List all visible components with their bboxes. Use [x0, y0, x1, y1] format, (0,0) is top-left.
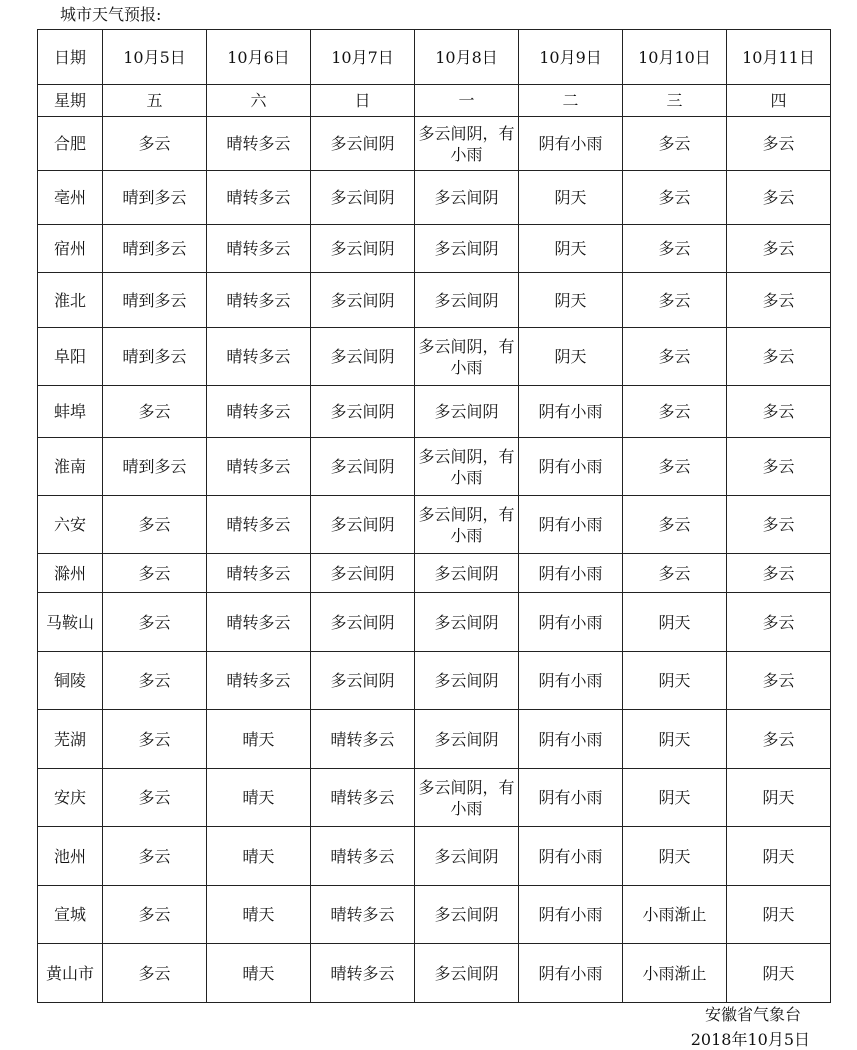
forecast-cell: 阴有小雨 [519, 652, 623, 710]
forecast-cell: 多云 [103, 769, 207, 827]
forecast-cell: 多云间阴 [415, 225, 519, 273]
forecast-cell: 晴天 [207, 886, 311, 944]
forecast-cell: 多云间阴 [311, 554, 415, 593]
table-row [38, 496, 831, 554]
forecast-cell: 小雨渐止 [623, 944, 727, 1003]
forecast-cell: 多云间阴 [311, 225, 415, 273]
city-cell: 蚌埠 [38, 386, 103, 438]
forecast-cell: 晴到多云 [103, 171, 207, 225]
weekday-cell: 六 [207, 85, 311, 117]
forecast-cell: 阴有小雨 [519, 438, 623, 496]
forecast-cell: 多云间阴，有小雨 [415, 769, 519, 827]
forecast-cell: 晴转多云 [311, 827, 415, 886]
date-cell: 10月5日 [103, 30, 207, 85]
forecast-cell: 多云 [103, 593, 207, 652]
forecast-cell: 阴天 [519, 328, 623, 386]
forecast-cell: 晴转多云 [311, 886, 415, 944]
city-cell: 铜陵 [38, 652, 103, 710]
table-row [38, 769, 831, 827]
forecast-cell: 多云间阴 [311, 496, 415, 554]
forecast-table [37, 29, 831, 1003]
weekday-cell: 日 [311, 85, 415, 117]
city-cell: 宿州 [38, 225, 103, 273]
forecast-cell: 多云间阴 [415, 886, 519, 944]
forecast-cell: 多云间阴 [415, 827, 519, 886]
forecast-cell: 晴到多云 [103, 225, 207, 273]
forecast-cell: 晴到多云 [103, 273, 207, 328]
table-row [38, 710, 831, 769]
forecast-cell: 多云间阴 [311, 652, 415, 710]
forecast-cell: 多云 [103, 554, 207, 593]
date-cell: 10月8日 [415, 30, 519, 85]
forecast-cell: 多云 [727, 225, 831, 273]
forecast-cell: 阴天 [519, 225, 623, 273]
forecast-cell: 多云间阴 [415, 273, 519, 328]
city-cell: 合肥 [38, 117, 103, 171]
page-title: 城市天气预报: [60, 5, 162, 24]
date-cell: 10月7日 [311, 30, 415, 85]
forecast-cell: 多云 [623, 171, 727, 225]
forecast-cell: 晴天 [207, 769, 311, 827]
table-row [38, 652, 831, 710]
forecast-cell: 阴天 [623, 827, 727, 886]
forecast-cell: 阴有小雨 [519, 886, 623, 944]
forecast-cell: 晴转多云 [207, 496, 311, 554]
forecast-cell: 阴有小雨 [519, 496, 623, 554]
forecast-cell: 多云 [623, 273, 727, 328]
table-row [38, 944, 831, 1003]
weekday-cell: 三 [623, 85, 727, 117]
table-row [38, 328, 831, 386]
forecast-cell: 多云 [727, 554, 831, 593]
forecast-cell: 多云间阴，有小雨 [415, 117, 519, 171]
table-row [38, 386, 831, 438]
forecast-cell: 多云 [727, 273, 831, 328]
forecast-cell: 多云 [103, 710, 207, 769]
forecast-cell: 多云 [103, 827, 207, 886]
forecast-cell: 多云 [727, 328, 831, 386]
forecast-cell: 晴天 [207, 710, 311, 769]
weekday-cell: 四 [727, 85, 831, 117]
forecast-cell: 晴转多云 [207, 328, 311, 386]
forecast-cell: 多云 [727, 710, 831, 769]
forecast-cell: 阴天 [727, 769, 831, 827]
forecast-cell: 多云 [623, 496, 727, 554]
forecast-cell: 阴有小雨 [519, 554, 623, 593]
date-cell: 10月6日 [207, 30, 311, 85]
forecast-cell: 晴转多云 [311, 769, 415, 827]
city-cell: 马鞍山 [38, 593, 103, 652]
city-cell: 亳州 [38, 171, 103, 225]
forecast-cell: 多云间阴 [311, 171, 415, 225]
forecast-cell: 阴有小雨 [519, 944, 623, 1003]
date-cell: 10月10日 [623, 30, 727, 85]
city-cell: 六安 [38, 496, 103, 554]
issue-date: 2018年10月5日 [690, 1030, 810, 1049]
forecast-cell: 阴天 [727, 944, 831, 1003]
forecast-cell: 晴转多云 [207, 593, 311, 652]
date-cell: 10月9日 [519, 30, 623, 85]
forecast-cell: 多云 [727, 652, 831, 710]
forecast-cell: 多云 [623, 328, 727, 386]
city-cell: 淮北 [38, 273, 103, 328]
table-row [38, 273, 831, 328]
forecast-cell: 多云间阴 [415, 652, 519, 710]
forecast-cell: 多云 [623, 554, 727, 593]
forecast-cell: 多云 [623, 225, 727, 273]
table-row [38, 593, 831, 652]
forecast-cell: 多云 [623, 386, 727, 438]
forecast-cell: 多云间阴 [415, 171, 519, 225]
forecast-cell: 阴天 [519, 171, 623, 225]
forecast-cell: 多云间阴 [415, 386, 519, 438]
forecast-cell: 晴到多云 [103, 438, 207, 496]
forecast-cell: 多云间阴，有小雨 [415, 496, 519, 554]
forecast-cell: 阴有小雨 [519, 593, 623, 652]
forecast-cell: 多云 [727, 496, 831, 554]
header-row-dates [38, 30, 831, 85]
issuer-name: 安徽省气象台 [704, 1005, 801, 1024]
forecast-cell: 多云间阴 [415, 554, 519, 593]
forecast-cell: 阴有小雨 [519, 117, 623, 171]
forecast-cell: 多云间阴 [311, 593, 415, 652]
forecast-cell: 多云 [103, 652, 207, 710]
forecast-cell: 晴转多云 [207, 438, 311, 496]
city-cell: 宣城 [38, 886, 103, 944]
forecast-cell: 阴天 [727, 827, 831, 886]
forecast-cell: 阴天 [623, 769, 727, 827]
forecast-cell: 阴天 [519, 273, 623, 328]
forecast-cell: 晴到多云 [103, 328, 207, 386]
header-row-weekdays [38, 85, 831, 117]
forecast-cell: 小雨渐止 [623, 886, 727, 944]
forecast-cell: 多云 [103, 386, 207, 438]
forecast-cell: 晴转多云 [311, 710, 415, 769]
forecast-cell: 多云间阴 [311, 328, 415, 386]
weekday-cell: 二 [519, 85, 623, 117]
city-cell: 芜湖 [38, 710, 103, 769]
table-row [38, 171, 831, 225]
forecast-cell: 多云间阴，有小雨 [415, 328, 519, 386]
city-cell: 安庆 [38, 769, 103, 827]
weekday-label: 星期 [38, 85, 103, 117]
table-row [38, 225, 831, 273]
forecast-cell: 晴天 [207, 944, 311, 1003]
forecast-cell: 多云 [623, 438, 727, 496]
forecast-cell: 阴天 [623, 652, 727, 710]
forecast-cell: 晴转多云 [207, 171, 311, 225]
forecast-cell: 多云 [103, 886, 207, 944]
table-row [38, 554, 831, 593]
forecast-cell: 多云间阴 [311, 438, 415, 496]
forecast-cell: 多云间阴 [311, 117, 415, 171]
forecast-cell: 阴有小雨 [519, 386, 623, 438]
forecast-cell: 阴天 [623, 710, 727, 769]
forecast-cell: 晴转多云 [207, 386, 311, 438]
weekday-cell: 五 [103, 85, 207, 117]
forecast-cell: 阴有小雨 [519, 827, 623, 886]
forecast-cell: 多云 [727, 386, 831, 438]
table-row [38, 117, 831, 171]
table-row [38, 438, 831, 496]
city-cell: 淮南 [38, 438, 103, 496]
forecast-cell: 多云间阴 [311, 386, 415, 438]
forecast-cell: 多云间阴，有小雨 [415, 438, 519, 496]
forecast-cell: 晴转多云 [207, 652, 311, 710]
forecast-cell: 多云 [727, 171, 831, 225]
table-row [38, 886, 831, 944]
forecast-cell: 多云 [103, 944, 207, 1003]
city-cell: 阜阳 [38, 328, 103, 386]
city-cell: 黄山市 [38, 944, 103, 1003]
forecast-cell: 多云 [727, 438, 831, 496]
forecast-cell: 晴天 [207, 827, 311, 886]
forecast-cell: 阴有小雨 [519, 769, 623, 827]
city-cell: 滁州 [38, 554, 103, 593]
forecast-cell: 多云间阴 [415, 710, 519, 769]
forecast-cell: 晴转多云 [311, 944, 415, 1003]
forecast-cell: 多云间阴 [311, 273, 415, 328]
forecast-cell: 晴转多云 [207, 225, 311, 273]
forecast-cell: 晴转多云 [207, 273, 311, 328]
forecast-cell: 多云 [727, 117, 831, 171]
forecast-cell: 阴有小雨 [519, 710, 623, 769]
forecast-cell: 多云间阴 [415, 944, 519, 1003]
forecast-cell: 晴转多云 [207, 554, 311, 593]
weekday-cell: 一 [415, 85, 519, 117]
forecast-cell: 多云 [623, 117, 727, 171]
forecast-cell: 晴转多云 [207, 117, 311, 171]
forecast-cell: 多云 [727, 593, 831, 652]
date-label: 日期 [38, 30, 103, 85]
date-cell: 10月11日 [727, 30, 831, 85]
table-row [38, 827, 831, 886]
forecast-cell: 多云 [103, 117, 207, 171]
forecast-cell: 阴天 [727, 886, 831, 944]
forecast-cell: 多云 [103, 496, 207, 554]
city-cell: 池州 [38, 827, 103, 886]
forecast-cell: 多云间阴 [415, 593, 519, 652]
forecast-cell: 阴天 [623, 593, 727, 652]
